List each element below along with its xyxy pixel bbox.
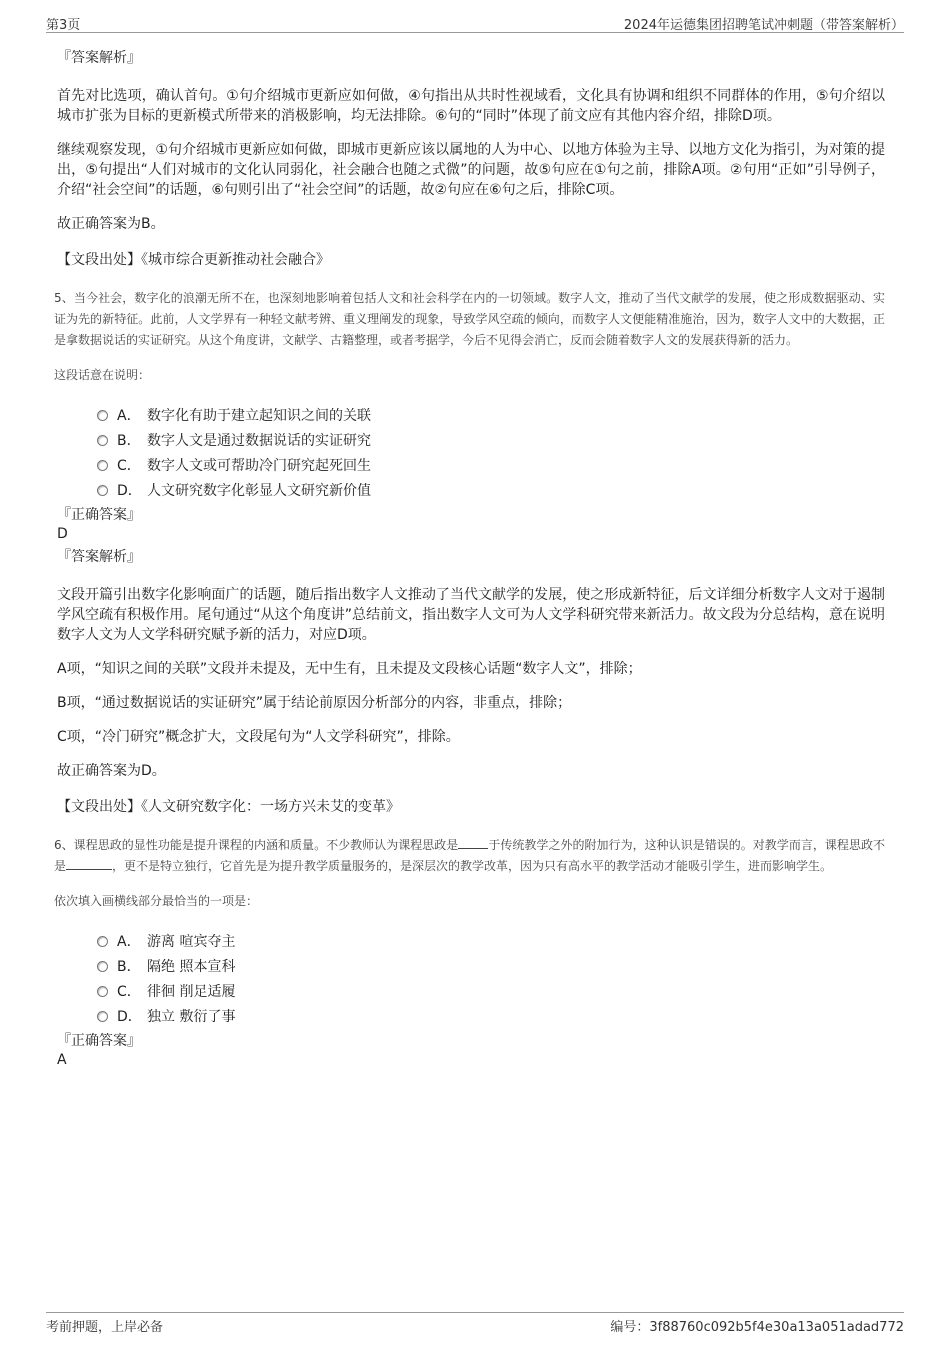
radio-icon[interactable]: [97, 410, 108, 421]
q4-analysis-label: 『答案解析』: [57, 50, 141, 66]
option-letter: A．: [117, 933, 141, 950]
q5-analysis-option-b: B项，“通过数据说话的实证研究”属于结论前原因分析部分的内容，非重点，排除；: [57, 695, 572, 711]
option-text: 数字人文是通过数据说话的实证研究: [147, 432, 371, 449]
q5-question-text: 5、当今社会，数字化的浪潮无所不在，也深刻地影响着包括人文和社会科学在内的一切领域。数字人文，推动了当代文献学的发展，使之形成数据驱动、实证为先的新特征。此前，人文学界有一种轻文献考辨、重义理阐发的现象，导致学风空疏的倾向，而数字人文便能精准施治，因为，数字人文中的大数据，正是拿数据说话的实证研究。从这个角度讲，文献学、古籍整理，或者考据学，今后不见得会消亡，反而会随着数字人文的发展获得新的活力。: [54, 291, 885, 347]
q4-analysis-paragraph: 继续观察发现，①句介绍城市更新应如何做，即城市更新应该以属地的人为中心、以地方体验为主导、以地方文化为指引，为对策的提出，⑤句提出“人们对城市的文化认同弱化，社会融合也随之式微”的问题，故⑤句应在①句之前，排除A项。②句用“正如”引导例子，介绍“社会空间”的话题，⑥句则引出了“社会空间”的话题，故②句应在⑥句之后，排除C项。: [57, 142, 885, 198]
option-text: 数字化有助于建立起知识之间的关联: [147, 407, 371, 424]
option-letter: B．: [117, 958, 141, 975]
option-text: 人文研究数字化彰显人文研究新价值: [147, 482, 371, 499]
q5-answer: D: [57, 526, 68, 542]
option-text: 独立 敷衍了事: [147, 1008, 236, 1025]
q5-analysis-paragraph: 文段开篇引出数字化影响面广的话题，随后指出数字人文推动了当代文献学的发展，使之形成新特征，后文详细分析数字人文对于遏制学风空疏有积极作用。尾句通过“从这个角度讲”总结前文，指出数字人文可为人文学科研究带来新活力。故文段为分总结构，意在说明数字人文为人文学科研究赋予新的活力，对应D项。: [57, 587, 885, 643]
q5-option-b[interactable]: [97, 428, 885, 453]
q5-option-c[interactable]: [97, 453, 885, 478]
q6-option-c[interactable]: [97, 979, 885, 1004]
option-letter: D．: [117, 482, 142, 499]
option-text: 徘徊 削足适履: [147, 983, 236, 1000]
q6-option-b[interactable]: [97, 954, 885, 979]
q6-text-part: 于传统教学之外的附加行为，这种认识是错误的。对教学而言，课程思政不是: [54, 838, 885, 873]
radio-icon[interactable]: [97, 961, 108, 972]
q6-answer: A: [57, 1052, 67, 1068]
page-header: [46, 12, 904, 33]
option-letter: B．: [117, 432, 141, 449]
q5-prompt: 这段话意在说明：: [54, 368, 151, 382]
q6-question-text: [54, 835, 885, 877]
q5-options: [97, 403, 885, 503]
option-letter: D．: [117, 1008, 142, 1025]
document-code: 编号：3f88760c092b5f4e30a13a051adad772: [610, 1320, 904, 1335]
q6-prompt: 依次填入画横线部分最恰当的一项是：: [54, 894, 259, 908]
page-number: 第3页: [46, 18, 81, 33]
q6-answer-label: 『正确答案』: [57, 1033, 141, 1049]
q5-option-d[interactable]: [97, 478, 885, 503]
q5-analysis-conclusion: 故正确答案为D。: [57, 763, 166, 779]
option-text: 隔绝 照本宣科: [147, 958, 236, 975]
page-content: [54, 40, 885, 1069]
q5-analysis-option-a: A项，“知识之间的关联”文段并未提及，无中生有，且未提及文段核心话题“数字人文”，排除；: [57, 661, 642, 677]
radio-icon[interactable]: [97, 936, 108, 947]
q5-option-a[interactable]: [97, 403, 885, 428]
q4-analysis-paragraph: 首先对比选项，确认首句。①句介绍城市更新应如何做，④句指出从共时性视域看，文化具有协调和组织不同群体的作用，⑤句介绍以城市扩张为目标的更新模式所带来的消极影响，均无法排除。⑥句的“同时”体现了前文应有其他内容介绍，排除D项。: [57, 88, 885, 124]
radio-icon[interactable]: [97, 485, 108, 496]
q6-option-a[interactable]: [97, 929, 885, 954]
radio-icon[interactable]: [97, 1011, 108, 1022]
option-letter: A．: [117, 407, 141, 424]
radio-icon[interactable]: [97, 986, 108, 997]
option-text: 数字人文或可帮助冷门研究起死回生: [147, 457, 371, 474]
document-title: 2024年运德集团招聘笔试冲刺题（带答案解析）: [623, 18, 904, 33]
footer-slogan: 考前押题，上岸必备: [46, 1320, 164, 1335]
q5-analysis-label: 『答案解析』: [57, 549, 141, 565]
q4-source: 【文段出处】《城市综合更新推动社会融合》: [57, 252, 330, 268]
q6-text-part: 6、课程思政的显性功能是提升课程的内涵和质量。不少教师认为课程思政是: [54, 838, 459, 852]
q6-text-part: ，更不是特立独行，它首先是为提升教学质量服务的，是深层次的教学改革，因为只有高水平的教学活动才能吸引学生，进而影响学生。: [112, 859, 833, 873]
q4-analysis-conclusion: 故正确答案为B。: [57, 216, 165, 232]
q5-answer-label: 『正确答案』: [57, 507, 141, 523]
option-letter: C．: [117, 983, 141, 1000]
q6-option-d[interactable]: [97, 1004, 885, 1029]
radio-icon[interactable]: [97, 460, 108, 471]
option-text: 游离 喧宾夺主: [147, 933, 236, 950]
blank-line: [66, 857, 112, 870]
q5-analysis-option-c: C项，“冷门研究”概念扩大，文段尾句为“人文学科研究”，排除。: [57, 729, 460, 745]
option-letter: C．: [117, 457, 141, 474]
q6-options: [97, 929, 885, 1029]
blank-line: [458, 836, 488, 849]
page-footer: [46, 1312, 904, 1335]
q5-source: 【文段出处】《人文研究数字化：一场方兴未艾的变革》: [57, 799, 400, 815]
radio-icon[interactable]: [97, 435, 108, 446]
